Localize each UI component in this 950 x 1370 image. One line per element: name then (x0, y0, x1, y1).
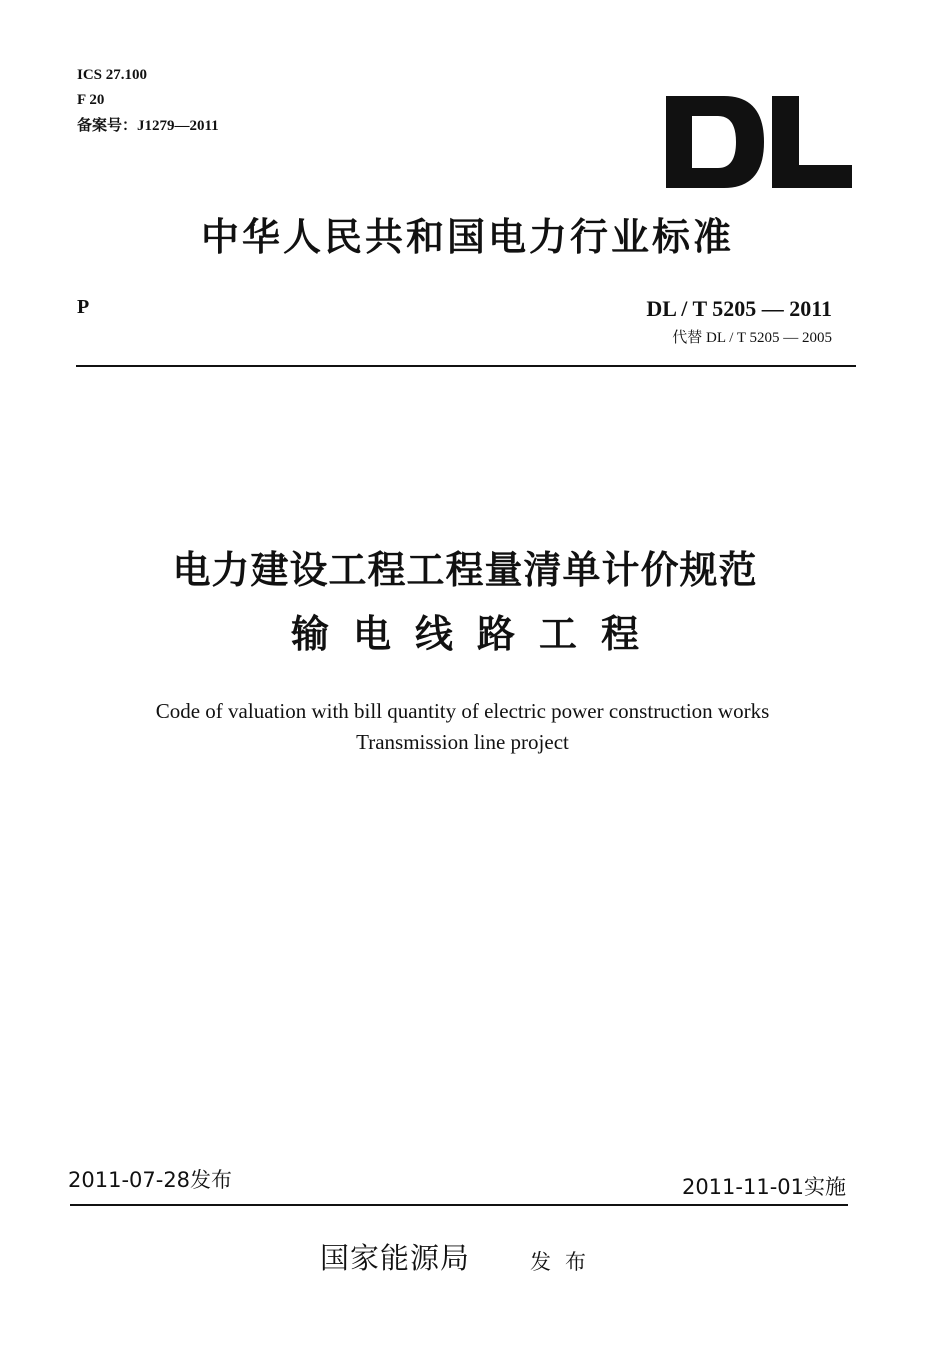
standard-number: DL / T 5205 — 2011 (646, 296, 832, 321)
publish-date: 2011-07-28发布 (68, 1168, 233, 1192)
title-en-line1: Code of valuation with bill quantity of electric power construction works (155, 699, 770, 723)
footer-divider (70, 1204, 848, 1206)
dl-logo (666, 96, 852, 188)
classification-code: F 20 (77, 92, 105, 108)
record-number: 备案号：J1279—2011 (77, 118, 219, 134)
dl-logo-d-shape (666, 96, 764, 188)
issue-label: 发布 (530, 1250, 600, 1274)
header-divider (76, 365, 856, 367)
industry-standard-heading: 中华人民共和国电力行业标准 (200, 215, 734, 259)
category-code: P (77, 296, 90, 318)
replaced-standard: 代替 DL / T 5205 — 2005 (672, 330, 832, 346)
issuing-authority: 国家能源局 (320, 1241, 471, 1275)
ics-code: ICS 27.100 (77, 67, 148, 83)
title-cn-line2: 输电线路工程 (290, 611, 663, 656)
dl-logo-l-shape (772, 96, 852, 188)
title-cn-line1: 电力建设工程工程量清单计价规范 (172, 547, 758, 592)
title-en-line2: Transmission line project (356, 730, 569, 754)
implement-date: 2011-11-01实施 (681, 1175, 846, 1199)
